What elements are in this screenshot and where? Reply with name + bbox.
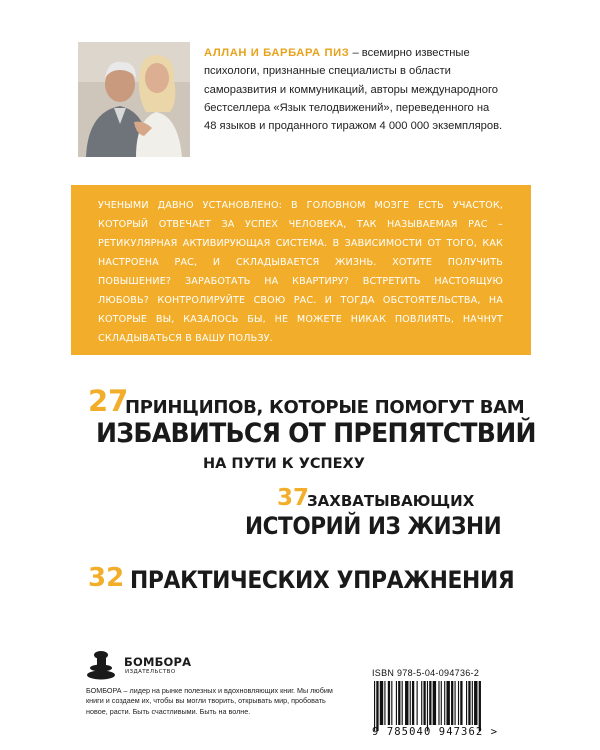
authors-description: – всемирно известные психологи, признанные специалисты в области саморазвития и коммуникаций, авторы международного бестселлера «Язык телодвижений», переведенного на 48 языков и проданного тиражом 4 000 000 экземпляров. — [204, 47, 503, 133]
bombora-logo-icon — [86, 648, 120, 682]
publisher-name: БОМБОРА — [124, 655, 192, 669]
barcode-bar — [410, 681, 411, 725]
barcode-bar — [421, 681, 422, 725]
barcode-bar — [384, 681, 385, 725]
barcode-bar — [479, 681, 481, 731]
authors-name: АЛЛАН И БАРБАРА ПИЗ — [204, 47, 350, 59]
barcode-bar — [444, 681, 445, 725]
barcode-bar — [455, 681, 456, 725]
highlight-3-number: 32 — [88, 563, 125, 593]
barcode-bar — [472, 681, 473, 725]
barcode-bar — [402, 681, 403, 725]
highlight-3-line1: ПРАКТИЧЕСКИХ УПРАЖНЕНИЯ — [130, 566, 515, 594]
highlight-1-line1: ПРИНЦИПОВ, КОТОРЫЕ ПОМОГУТ ВАМ — [125, 397, 525, 418]
highlight-2-number: 37 — [277, 485, 310, 511]
barcode-digits: 9 785040 947362 > — [372, 726, 499, 738]
barcode-bar — [398, 681, 400, 725]
barcode-bar — [468, 681, 470, 725]
publisher-description: БОМБОРА – лидер на рынке полезных и вдохновляющих книг. Мы любим книги и создаем их, чтобы вы могли творить, открывать мир, пробовать новое, расти. Быть счастливыми. Быть на волне. — [86, 686, 333, 716]
highlight-1-number: 27 — [88, 384, 129, 418]
authors-bio — [204, 44, 504, 135]
barcode-bar — [396, 681, 397, 725]
barcode-bar — [412, 681, 414, 725]
barcode-bar — [433, 681, 436, 725]
barcode-bar — [374, 681, 375, 731]
highlight-1-line3: НА ПУТИ К УСПЕХУ — [203, 456, 365, 472]
barcode-bar — [376, 681, 378, 731]
highlight-2-line1: ЗАХВАТЫВАЮЩИХ — [307, 492, 475, 510]
authors-photo — [78, 42, 190, 157]
barcode-bar — [417, 681, 418, 725]
barcode-bar — [441, 681, 442, 725]
barcode-bar — [429, 681, 431, 725]
barcode-bar — [466, 681, 467, 725]
barcode-bar — [446, 681, 449, 725]
highlight-1-line2: ИЗБАВИТЬСЯ ОТ ПРЕПЯТСТВИЙ — [96, 418, 536, 449]
barcode-bar — [423, 681, 425, 725]
barcode-bar — [427, 681, 428, 731]
blurb-text: УЧЕНЫМИ ДАВНО УСТАНОВЛЕНО: В ГОЛОВНОМ МОЗГЕ ЕСТЬ УЧАСТОК, КОТОРЫЙ ОТВЕЧАЕТ ЗА УСПЕХ ЧЕЛОВЕКА, ТАК НАЗЫВАЕМАЯ РАС – РЕТИКУЛЯРНАЯ АКТИВИРУЮЩАЯ СИСТЕМА. В ЗАВИСИМОСТИ ОТ ТОГО, КАК НАСТРОЕНА РАС, И СКЛАДЫВАЕТСЯ ЖИЗНЬ. ХОТИТЕ ПОЛУЧИТЬ ПОВЫШЕНИЕ? ЗАРАБОТАТЬ НА КВАРТИРУ? ВСТРЕТИТЬ НАСТОЯЩУЮ ЛЮБОВЬ? КОНТРОЛИРУЙТЕ СВОЮ РАС. И ТОГДА ОБСТОЯТЕЛЬСТВА, НА КОТОРЫЕ ВЫ, КАЗАЛОСЬ БЫ, НЕ МОЖЕТЕ НИКАК ПОВЛИЯТЬ, НАЧНУТ СКЛАДЫВАТЬСЯ В ВАШУ ПОЛЬЗУ. — [98, 200, 503, 344]
barcode-bar — [438, 681, 439, 725]
barcode-bar — [380, 681, 383, 725]
isbn-label: ISBN 978-5-04-094736-2 — [372, 668, 480, 678]
publisher-subtitle: ИЗДАТЕЛЬСТВО — [125, 669, 176, 675]
barcode-bar — [458, 681, 459, 725]
barcode-bar — [391, 681, 392, 725]
barcode-bar — [474, 681, 477, 725]
highlight-2-line2: ИСТОРИЙ ИЗ ЖИЗНИ — [245, 512, 502, 540]
barcode-bar — [451, 681, 453, 725]
barcode-bar — [405, 681, 408, 725]
barcode-bar — [460, 681, 462, 725]
barcode-bar — [388, 681, 390, 725]
